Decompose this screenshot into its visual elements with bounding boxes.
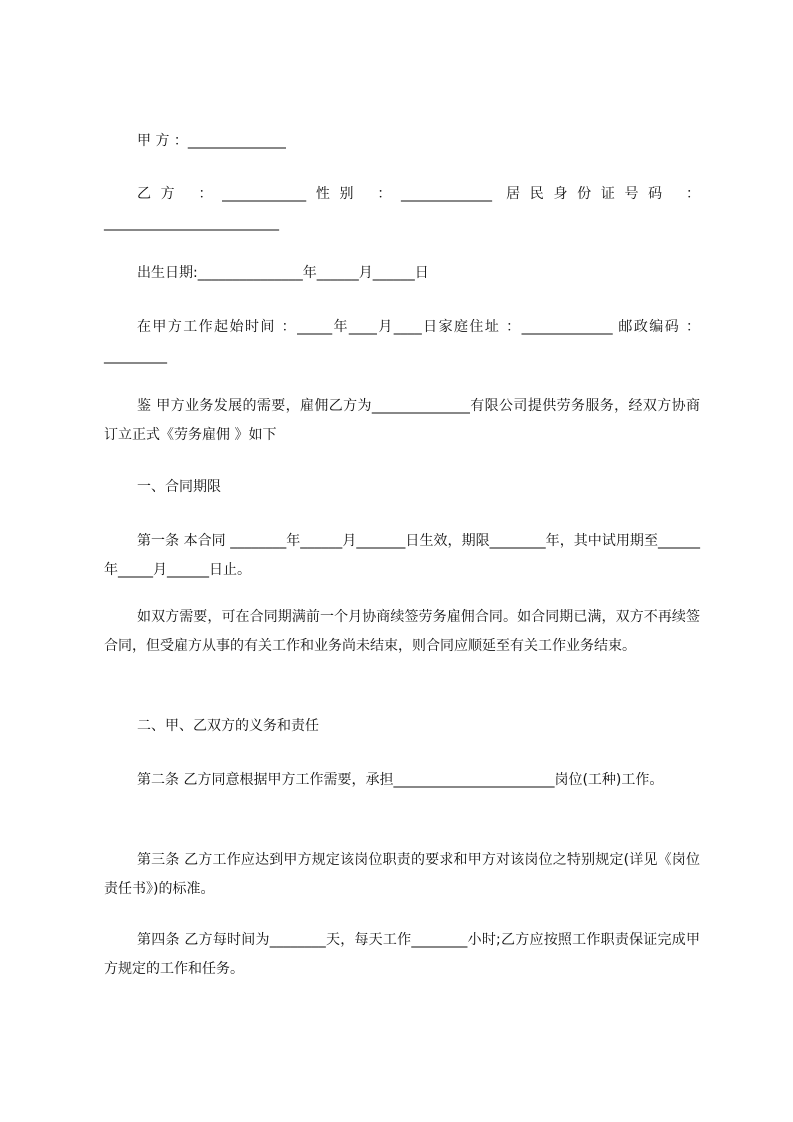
preamble-paragraph: 鉴 甲方业务发展的需要，雇佣乙方为______________有限公司提供劳务服务，经双方协商订立正式《劳务雇佣 》如下 bbox=[104, 398, 700, 443]
section-heading-term: 一、合同期限 bbox=[137, 479, 221, 495]
article-2: 第二条 乙方同意根据甲方工作需要，承担_______________________岗位(工种)工作。 bbox=[137, 772, 664, 788]
article-4: 第四条 乙方每时间为________天，每天工作________小时;乙方应按照工作职责保证完成甲方规定的工作和任务。 bbox=[104, 932, 700, 977]
article-3: 第三条 乙方工作应达到甲方规定该岗位职责的要求和甲方对该岗位之特别规定(详见《岗位责任书》)的标准。 bbox=[104, 852, 700, 897]
birth-date-line: 出生日期:_______________年______月______日 bbox=[137, 265, 429, 281]
party-a-line: 甲 方 ：______________ bbox=[137, 133, 286, 149]
start-date-address-line: 在甲方工作起始时间 ：_____年____月____日家庭住址 ：_____________ 邮政编码 ：_________ bbox=[104, 319, 700, 364]
section-heading-obligations: 二、甲、乙双方的义务和责任 bbox=[137, 718, 319, 734]
party-b-line: 乙方 ：____________性别 ：_____________ 居民身份证号码 ：_________________________ bbox=[104, 186, 700, 231]
renewal-paragraph: 如双方需要，可在合同期满前一个月协商续签劳务雇佣合同。如合同期已满，双方不再续签合同，但受雇方从事的有关工作和业务尚未结束，则合同应顺延至有关工作业务结束。 bbox=[104, 609, 700, 654]
article-1: 第一条 本合同 ________年______月_______日生效，期限________年，其中试用期至______年_____月______日止。 bbox=[104, 533, 700, 578]
